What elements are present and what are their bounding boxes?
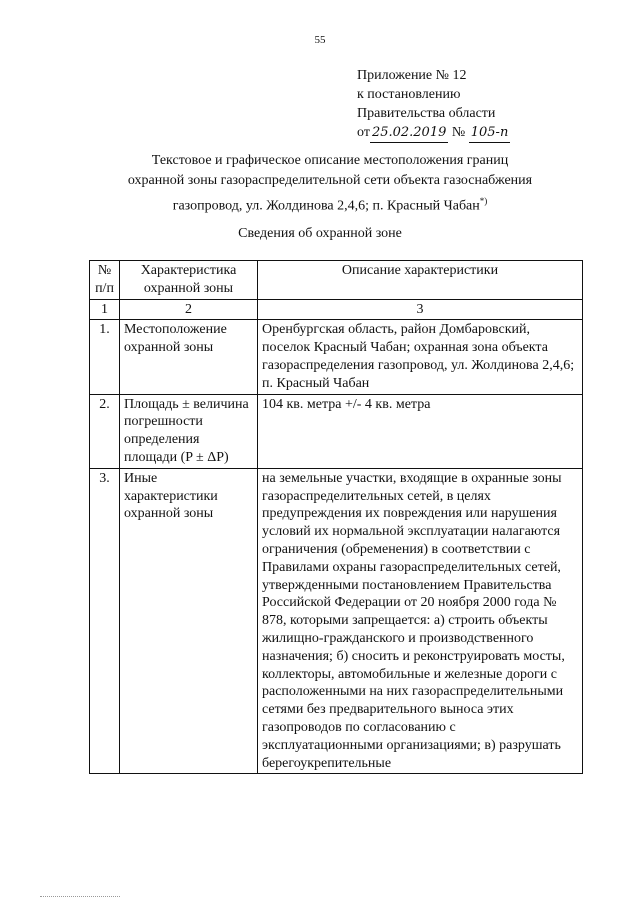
row-description: 104 кв. метра +/- 4 кв. метра <box>258 394 583 468</box>
footnote-mark: *) <box>479 196 488 206</box>
handwritten-number: 105-п <box>469 123 511 143</box>
page-number: 55 <box>314 34 326 46</box>
appendix-line-1: Приложение № 12 <box>357 68 467 83</box>
column-number-3: 3 <box>258 299 583 320</box>
table-row <box>90 320 583 394</box>
appendix-block <box>357 66 510 143</box>
header-description: Описание характеристики <box>258 261 583 300</box>
page-bottom-mark <box>40 896 120 897</box>
number-prefix: № <box>451 125 466 140</box>
column-number-2: 2 <box>120 299 258 320</box>
row-description: Оренбургская область, район Домбаровский, поселок Красный Чабан; охранная зона объекта газораспределения газопровод, ул. Жолдинова 2,4,6; п. Красный Чабан <box>258 320 583 394</box>
appendix-line-3: Правительства области <box>357 106 496 121</box>
title-line-1: Текстовое и графическое описание местоположения границ <box>151 153 509 168</box>
column-number-1: 1 <box>90 299 120 320</box>
title-line-3-text: газопровод, ул. Жолдинова 2,4,6; п. Красный Чабан <box>172 198 480 214</box>
document-title <box>70 151 590 217</box>
row-number: 2. <box>90 394 120 468</box>
row-number: 3. <box>90 468 120 774</box>
appendix-line-2: к постановлению <box>357 87 461 102</box>
header-characteristic: Характеристика охранной зоны <box>120 261 258 300</box>
header-number: № п/п <box>90 261 120 300</box>
row-characteristic: Площадь ± величина погрешности определения площади (P ± ΔP) <box>120 394 258 468</box>
table-header-row <box>90 261 583 300</box>
table-row <box>90 468 583 774</box>
table-row <box>90 394 583 468</box>
date-prefix: от <box>357 125 370 140</box>
row-description: на земельные участки, входящие в охранные зоны газораспределительных сетей, в целях предупреждения их повреждения или нарушения условий их нормальной эксплуатации налагаются ограничения (обременения) в соответствии с Правилами охраны газораспределительных сетей, утвержденными постановлением Правительства Российской Федерации от 20 ноября 2000 года № 878, которыми запрещается: а) строить объекты жилищно-гражданского и производственного назначения; б) сносить и реконструировать мосты, коллекторы, автомобильные и железные дороги с расположенными на них газораспределительными сетями без предварительного выноса этих газопроводов по согласованию с эксплуатационными организациями; в) разрушать берегоукрепительные <box>258 468 583 774</box>
row-characteristic: Иные характеристики охранной зоны <box>120 468 258 774</box>
row-characteristic: Местоположение охранной зоны <box>120 320 258 394</box>
title-line-3 <box>70 191 590 217</box>
column-number-row <box>90 299 583 320</box>
title-line-2: охранной зоны газораспределительной сети объекта газоснабжения <box>127 173 533 188</box>
handwritten-date: 25.02.2019 <box>370 123 448 143</box>
row-number: 1. <box>90 320 120 394</box>
appendix-date-line <box>357 123 510 143</box>
zone-info-table <box>89 260 583 774</box>
section-subtitle: Сведения об охранной зоне <box>238 226 402 241</box>
